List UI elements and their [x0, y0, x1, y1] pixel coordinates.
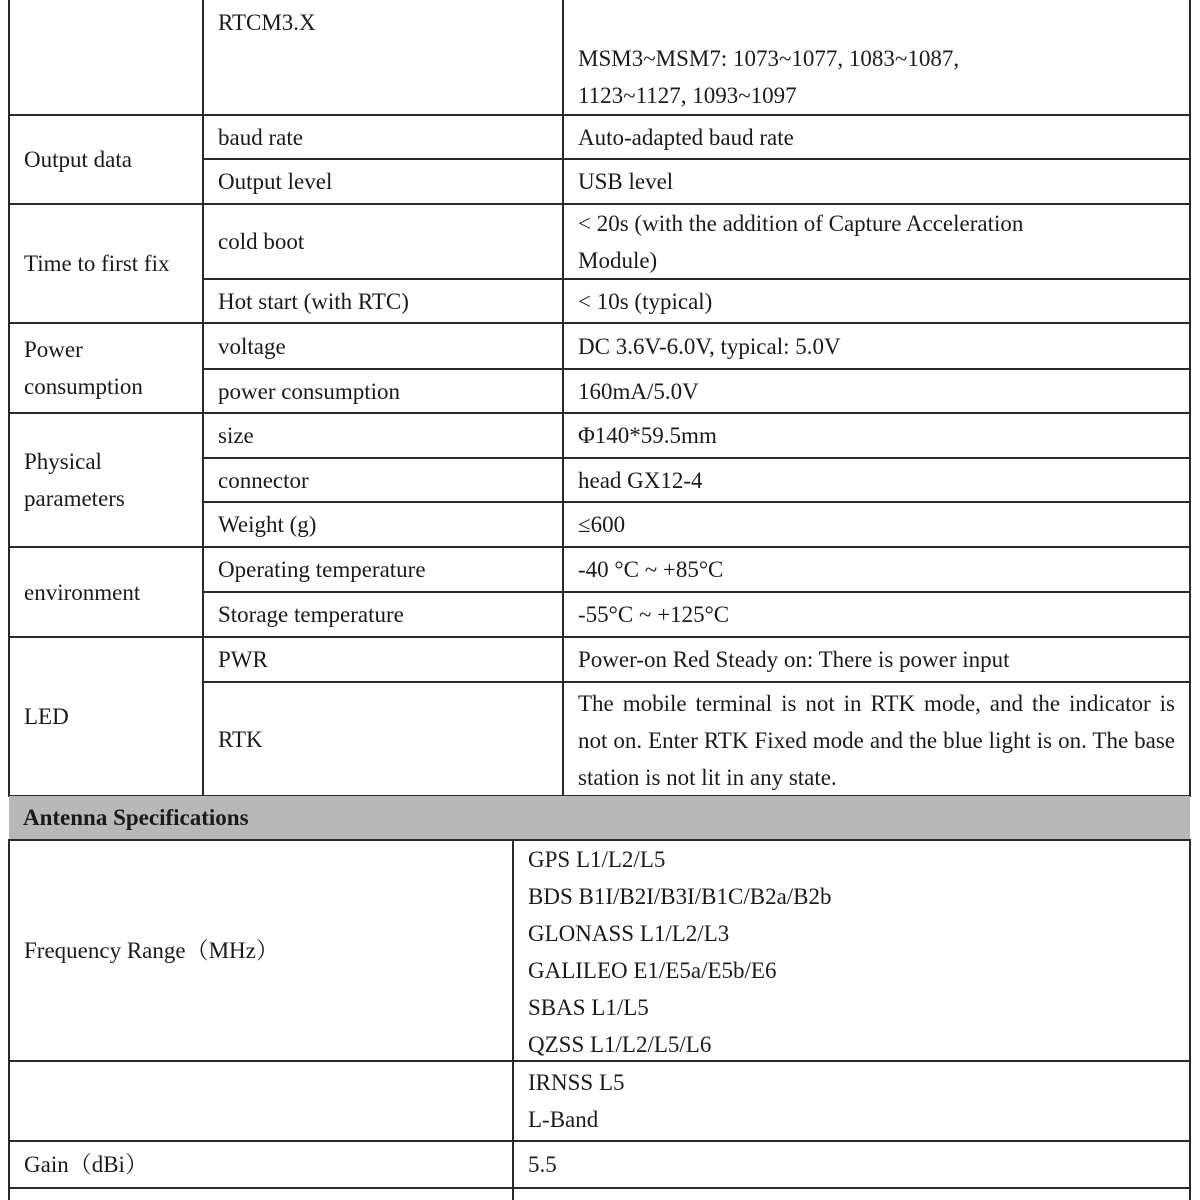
- param-cold-boot: cold boot: [218, 229, 305, 254]
- value-connector: head GX12-4: [578, 467, 703, 493]
- value-baud-rate: Auto-adapted baud rate: [578, 124, 794, 150]
- value-pwr: Power-on Red Steady on: There is power input: [578, 647, 1010, 672]
- param-baud-rate: baud rate: [218, 124, 303, 150]
- value-rtk: The mobile terminal is not in RTK mode, and the indicator is not on. Enter RTK Fixed mode and the blue light is on. The base station is not lit in any state.: [578, 691, 1175, 790]
- frequency-value: SBAS L1/L5: [528, 995, 649, 1020]
- param-pwr: PWR: [218, 647, 268, 672]
- gain-value: 5.5: [528, 1152, 557, 1177]
- value-operating-temperature: -40 °C ~ +85°C: [578, 557, 724, 582]
- row-divider: [8, 1187, 1191, 1189]
- frequency-value: QZSS L1/L2/L5/L6: [528, 1032, 712, 1057]
- gain-label: Gain（dBi）: [24, 1152, 148, 1177]
- value-hot-start: < 10s (typical): [578, 288, 713, 314]
- param-weight: Weight (g): [218, 512, 317, 537]
- param-operating-temperature: Operating temperature: [218, 557, 426, 582]
- param-size: size: [218, 423, 254, 448]
- param-connector: connector: [218, 467, 309, 493]
- frequency-range-values: [514, 841, 1189, 1063]
- frequency-value: IRNSS L5: [528, 1070, 625, 1095]
- param-rtk: RTK: [218, 726, 263, 752]
- value-weight: ≤600: [578, 512, 626, 537]
- frequency-value: GPS L1/L2/L5: [528, 847, 666, 872]
- group-label-output-data: Output data: [24, 147, 132, 172]
- group-label-power: Power consumption: [24, 337, 143, 399]
- param-voltage: voltage: [218, 333, 286, 359]
- param-hot-start: Hot start (with RTC): [218, 288, 409, 314]
- value-storage-temperature: -55°C ~ +125°C: [578, 602, 730, 627]
- group-label-led: LED: [24, 704, 69, 729]
- group-label-environment: environment: [24, 579, 141, 605]
- frequency-range-label: Frequency Range（MHz）: [24, 938, 279, 963]
- value-cold-boot: < 20s (with the addition of Capture Acceleration Module): [578, 211, 1024, 273]
- value-voltage: DC 3.6V-6.0V, typical: 5.0V: [578, 333, 841, 359]
- group-label-ttff: Time to first fix: [24, 251, 170, 276]
- frequency-value: GALILEO E1/E5a/E5b/E6: [528, 958, 777, 983]
- param-output-level: Output level: [218, 169, 333, 194]
- frequency-value: L-Band: [528, 1107, 599, 1132]
- frequency-range-values-continued: [514, 1064, 1189, 1138]
- value-power-consumption: 160mA/5.0V: [578, 378, 699, 404]
- section-title-antenna: Antenna Specifications: [23, 805, 249, 830]
- table-border-right: [1189, 839, 1191, 1200]
- frequency-value: GLONASS L1/L2/L3: [528, 921, 730, 946]
- value-output-level: USB level: [578, 169, 674, 194]
- param-power-consumption: power consumption: [218, 378, 401, 404]
- frequency-value: BDS B1I/B2I/B3I/B1C/B2a/B2b: [528, 884, 832, 909]
- protocol-label: RTCM3.X: [218, 10, 316, 35]
- protocol-value: MSM3~MSM7: 1073~1077, 1083~1087, 1123~1127, 1093~1097: [578, 46, 960, 108]
- param-storage-temperature: Storage temperature: [218, 602, 404, 627]
- value-size: Φ140*59.5mm: [578, 423, 717, 448]
- group-label-physical: Physical parameters: [24, 449, 125, 511]
- table-border-right: [1189, 0, 1191, 796]
